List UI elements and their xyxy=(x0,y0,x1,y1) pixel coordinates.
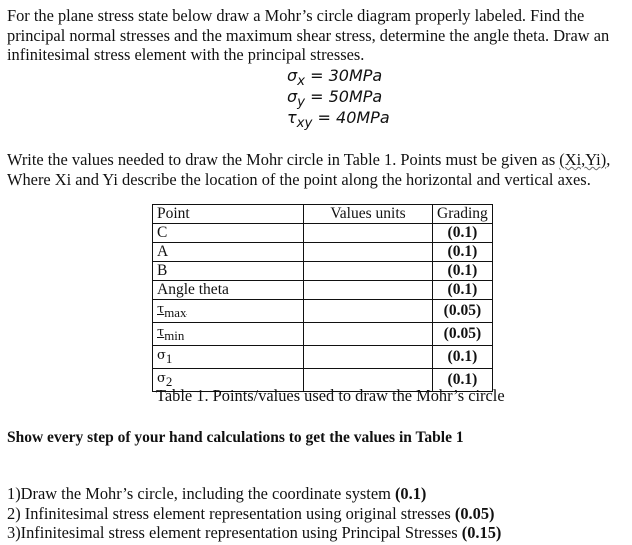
grade-cell: (0.1) xyxy=(433,224,493,243)
table-row xyxy=(153,323,493,346)
row-label-sigma-2: $\sigma_2$ xyxy=(153,369,304,392)
given-sigma-x: $\sigma_x = 30MPa$ xyxy=(287,66,383,90)
given-tau-xy: $\tau_{xy} = 40MPa$ xyxy=(287,108,390,132)
grade-cell: (0.1) xyxy=(433,281,493,300)
grade-cell: (0.05) xyxy=(433,300,493,323)
value-cell[interactable] xyxy=(304,300,433,323)
coordinate-notation: (Xi,Yi) xyxy=(559,150,607,169)
table-row xyxy=(153,243,493,262)
table-row xyxy=(153,224,493,243)
table-row xyxy=(153,300,493,323)
problem-statement: For the plane stress state below draw a Mohr’s circle diagram properly labeled. Find the principal normal stresses and the maximum shear stress, determine the angle theta. Draw an infinitesimal stress element with the principal stresses. xyxy=(7,6,610,64)
value-cell[interactable] xyxy=(304,281,433,300)
header-grading: Grading xyxy=(433,205,493,224)
task-points: (0.15) xyxy=(461,523,502,542)
value-cell[interactable] xyxy=(304,224,433,243)
value-cell[interactable] xyxy=(304,262,433,281)
table-1 xyxy=(152,204,493,392)
given-sigma-y: $\sigma_y = 50MPa$ xyxy=(287,87,383,111)
row-label: A xyxy=(153,243,304,262)
table-instructions: Write the values needed to draw the Mohr circle in Table 1. Points must be given as (Xi,Yi), Where Xi and Yi describe the location of the point along the horizontal and vertical axes. xyxy=(7,150,611,189)
row-label-sigma-1: $\sigma_1$ xyxy=(153,346,304,369)
table-row xyxy=(153,262,493,281)
grade-cell: (0.05) xyxy=(433,323,493,346)
table-row xyxy=(153,281,493,300)
table-caption: Table 1. Points/values used to draw the Mohr’s circle xyxy=(156,386,505,405)
task-points: (0.1) xyxy=(394,484,427,503)
task-item: 1)Draw the Mohr’s circle, including the coordinate system (0.1) xyxy=(7,484,427,503)
row-label: C xyxy=(153,224,304,243)
show-steps-instruction: Show every step of your hand calculations to get the values in Table 1 xyxy=(7,429,464,446)
value-cell[interactable] xyxy=(304,243,433,262)
grade-cell: (0.1) xyxy=(433,243,493,262)
row-label-tau-min: $\tau_{min}$ xyxy=(153,323,304,346)
header-point: Point xyxy=(153,205,304,224)
row-label-tau-max: $\tau_{max}$ xyxy=(153,300,304,323)
task-item: 2) Infinitesimal stress element representation using original stresses (0.05) xyxy=(7,503,495,523)
grade-cell: (0.1) xyxy=(433,369,493,392)
table-header-row xyxy=(153,205,493,224)
task-points: (0.05) xyxy=(454,503,495,523)
table-row xyxy=(153,346,493,369)
grade-cell: (0.1) xyxy=(433,346,493,369)
value-cell[interactable] xyxy=(304,323,433,346)
grade-cell: (0.1) xyxy=(433,262,493,281)
task-list xyxy=(7,484,501,543)
header-values-units: Values units xyxy=(304,205,433,224)
task-item: 3)Infinitesimal stress element representation using Principal Stresses (0.15) xyxy=(7,523,502,542)
row-label: B xyxy=(153,262,304,281)
value-cell[interactable] xyxy=(304,346,433,369)
row-label: Angle theta xyxy=(153,281,304,300)
